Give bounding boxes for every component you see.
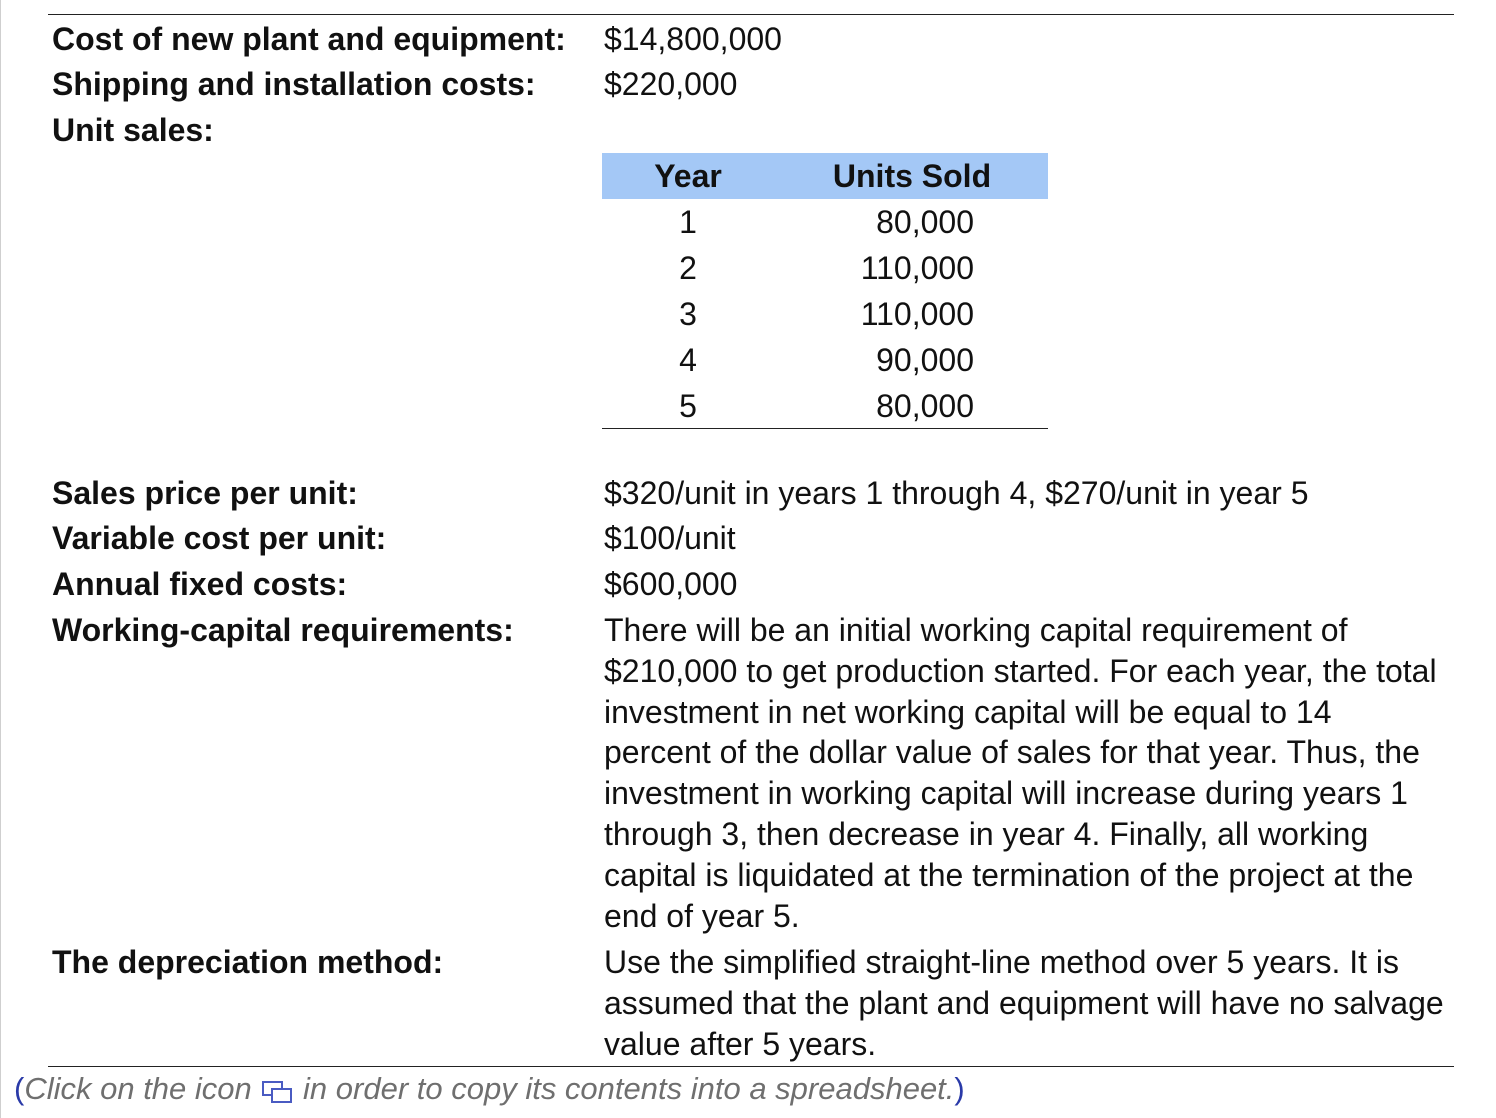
units-cell: 80,000 (876, 388, 974, 424)
year-cell: 3 (679, 296, 697, 332)
cost-label: Cost of new plant and equipment: (52, 21, 566, 57)
year-cell: 5 (679, 388, 697, 424)
fixed-costs-value: $600,000 (604, 566, 738, 602)
depreciation-label: The depreciation method: (52, 944, 444, 980)
units-cell: 90,000 (876, 342, 974, 378)
units-cell: 110,000 (860, 250, 974, 286)
working-capital-value: There will be an initial working capital requirement of $210,000 to get production started. For each year, the total investment in net working capital will be equal to 14 percent of the dollar value of sales for that year. Thus, the investment in working capital will increase during years 1 through 3, then decrease in year 4. Finally, all working capital is liquidated at the termination of the project at the end of year 5. (604, 612, 1437, 934)
year-cell: 4 (679, 342, 697, 378)
variable-cost-value: $100/unit (604, 520, 736, 556)
year-cell: 2 (679, 250, 697, 286)
open-paren: ( (14, 1071, 25, 1106)
fixed-costs-label: Annual fixed costs: (52, 566, 348, 602)
unit-sales-label: Unit sales: (52, 112, 214, 148)
copy-spreadsheet-icon[interactable] (260, 1076, 294, 1102)
units-cell: 110,000 (860, 296, 974, 332)
table-row (602, 199, 1048, 245)
shipping-label: Shipping and installation costs: (52, 66, 536, 102)
table-row (602, 245, 1048, 291)
units-cell: 80,000 (876, 204, 974, 240)
footer-text-before: Click on the icon (24, 1071, 252, 1106)
table-row (602, 383, 1048, 429)
units-sold-table (602, 153, 1048, 429)
top-divider (48, 14, 1454, 15)
close-paren: ) (954, 1071, 965, 1106)
table-row (602, 291, 1048, 337)
year-cell: 1 (679, 204, 697, 240)
units-column-header: Units Sold (832, 158, 992, 194)
bottom-divider (48, 1066, 1454, 1067)
price-label: Sales price per unit: (52, 475, 358, 511)
copy-instructions (14, 1068, 965, 1110)
working-capital-label: Working-capital requirements: (52, 612, 514, 648)
year-column-header: Year (654, 158, 722, 194)
variable-cost-label: Variable cost per unit: (52, 520, 387, 556)
depreciation-value: Use the simplified straight-line method over 5 years. It is assumed that the plant and equipment will have no salvage value after 5 years. (604, 944, 1444, 1062)
table-row (602, 337, 1048, 383)
units-table-header (602, 153, 1048, 199)
cost-value: $14,800,000 (604, 21, 782, 57)
footer-text-after: in order to copy its contents into a spreadsheet. (303, 1071, 955, 1106)
page-left-border (0, 0, 1, 1118)
price-value: $320/unit in years 1 through 4, $270/unit in year 5 (604, 475, 1309, 511)
shipping-value: $220,000 (604, 66, 738, 102)
